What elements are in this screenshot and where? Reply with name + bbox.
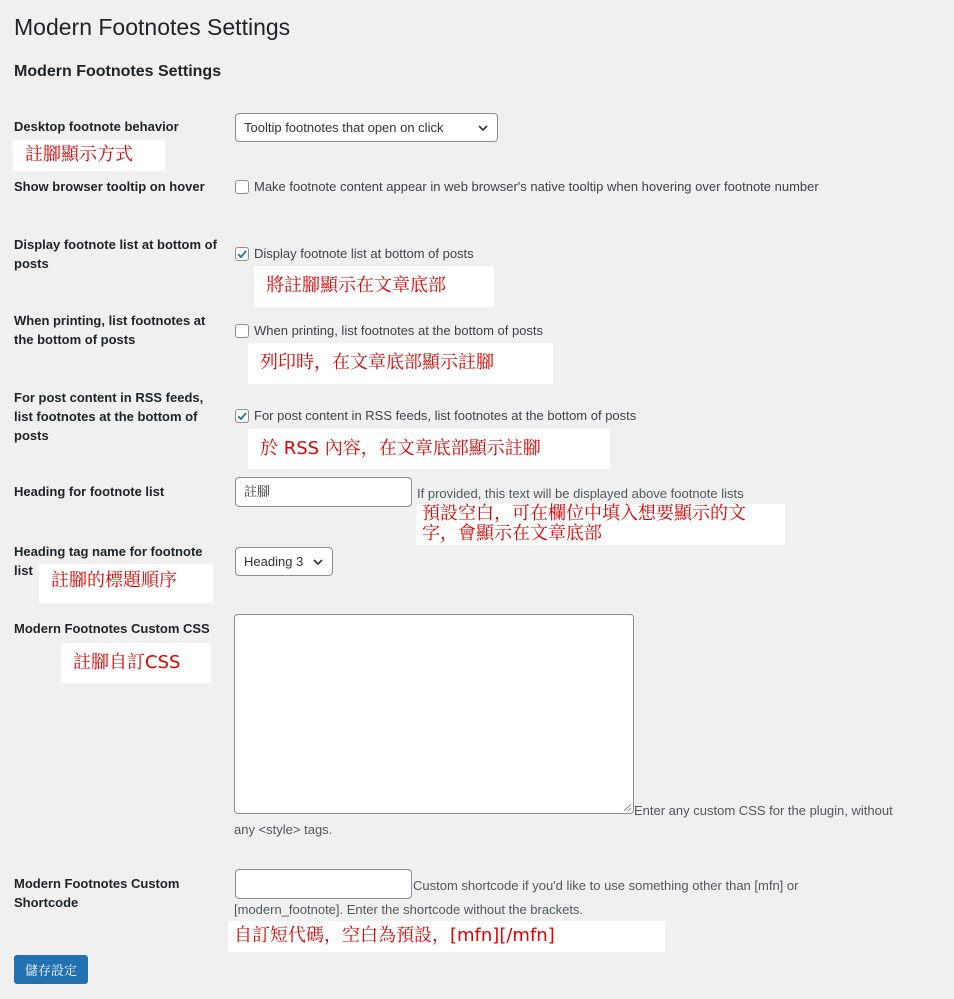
resize-grip-icon[interactable] [623, 803, 632, 812]
printing-checkbox[interactable] [235, 324, 249, 338]
chevron-down-icon [477, 122, 489, 134]
shortcode-input[interactable] [235, 869, 412, 899]
heading-label: Heading for footnote list [14, 484, 165, 499]
annotation-heading: 預設空白，可在欄位中填入想要顯示的文字，會顯示在文章底部 [416, 504, 785, 545]
display-list-checkbox-label: Display footnote list at bottom of posts [254, 246, 474, 261]
heading-tag-label: Heading tag name for footnote list [14, 544, 203, 578]
checkmark-icon [236, 248, 248, 260]
browser-tooltip-checkbox[interactable] [235, 180, 249, 194]
display-list-row[interactable] [235, 244, 474, 263]
shortcode-label: Modern Footnotes Custom Shortcode [14, 876, 180, 910]
heading-input[interactable]: 註腳 [235, 477, 412, 507]
display-list-checkbox[interactable] [235, 247, 249, 261]
desktop-behavior-select[interactable] [235, 113, 498, 142]
annotation-heading-tag: 註腳的標題順序 [39, 564, 213, 603]
save-settings-button[interactable]: 儲存設定 [14, 955, 88, 984]
annotation-display-list: 將註腳顯示在文章底部 [254, 266, 494, 307]
section-title: Modern Footnotes Settings [14, 63, 222, 80]
shortcode-description-line1: Custom shortcode if you'd like to use something other than [mfn] or [413, 878, 799, 893]
annotation-shortcode: 自訂短代碼，空白為預設，[mfn][/mfn] [228, 921, 665, 952]
rss-row[interactable] [235, 406, 636, 425]
custom-css-textarea[interactable] [234, 614, 634, 814]
shortcode-description-line2: [modern_footnote]. Enter the shortcode without the brackets. [234, 902, 584, 917]
browser-tooltip-label: Show browser tooltip on hover [14, 179, 205, 194]
annotation-behavior: 註腳顯示方式 [13, 140, 165, 171]
browser-tooltip-row[interactable] [235, 177, 819, 196]
rss-checkbox[interactable] [235, 409, 249, 423]
printing-row[interactable] [235, 321, 543, 340]
annotation-printing: 列印時，在文章底部顯示註腳 [248, 343, 553, 384]
browser-tooltip-checkbox-label: Make footnote content appear in web browser's native tooltip when hovering over footnote number [254, 179, 819, 194]
annotation-custom-css: 註腳自訂CSS [61, 643, 211, 683]
heading-tag-value: Heading 3 [244, 554, 304, 569]
chevron-down-icon [312, 556, 324, 568]
desktop-behavior-label: Desktop footnote behavior [14, 119, 179, 134]
rss-checkbox-label: For post content in RSS feeds, list footnotes at the bottom of posts [254, 408, 637, 423]
custom-css-label: Modern Footnotes Custom CSS [14, 621, 210, 636]
annotation-rss: 於 RSS 內容，在文章底部顯示註腳 [248, 429, 610, 469]
custom-css-description-line2: any <style> tags. [234, 822, 333, 837]
printing-checkbox-label: When printing, list footnotes at the bottom of posts [254, 323, 544, 338]
rss-label: For post content in RSS feeds, list footnotes at the bottom of posts [14, 390, 204, 443]
page-title: Modern Footnotes Settings [14, 14, 291, 40]
desktop-behavior-value: Tooltip footnotes that open on click [244, 120, 444, 135]
checkmark-icon [236, 410, 248, 422]
display-list-label: Display footnote list at bottom of posts [14, 237, 217, 271]
custom-css-description-line1: Enter any custom CSS for the plugin, without [634, 803, 893, 818]
printing-label: When printing, list footnotes at the bottom of posts [14, 313, 206, 347]
heading-description: If provided, this text will be displayed above footnote lists [417, 486, 744, 501]
heading-tag-select[interactable] [235, 547, 333, 576]
